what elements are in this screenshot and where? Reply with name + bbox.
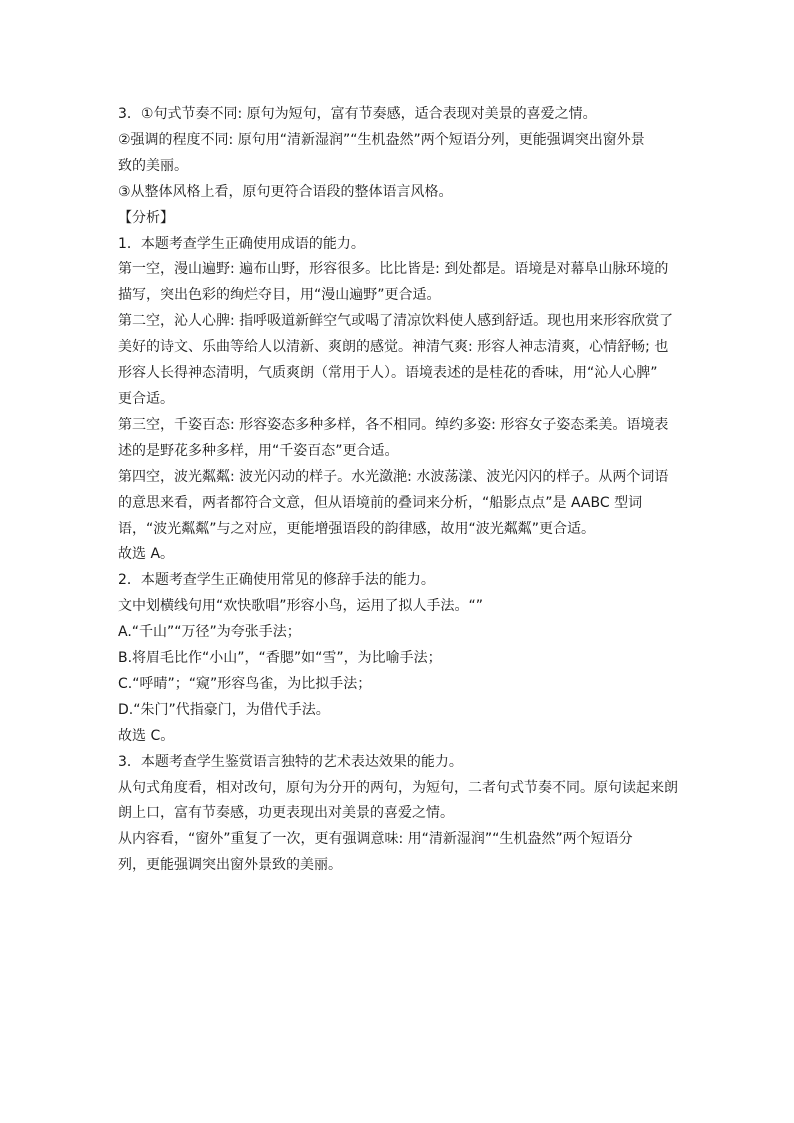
analysis-q3-syntax: 从句式角度看，相对改句，原句为分开的两句，为短句，二者句式节奏不同。原句读起来朗 — [118, 779, 678, 796]
analysis-q1-blank4: 第四空，波光粼粼: 波光闪动的样子。水光潋滟: 水波荡漾、波光闪闪的样子。从两个词语 — [118, 468, 669, 485]
analysis-q2-answer: 故选 C。 — [118, 727, 175, 744]
answer-3-point-2-cont: 致的美丽。 — [118, 157, 188, 174]
analysis-q1-blank1: 第一空，漫山遍野: 遍布山野，形容很多。比比皆是: 到处都是。语境是对幕阜山脉环境的 — [118, 261, 669, 278]
analysis-q1-blank1-cont: 描写，突出色彩的绚烂夺目，用“漫山遍野”更合适。 — [118, 287, 441, 304]
analysis-q1-blank2-cont1: 美好的诗文、乐曲等给人以清新、爽朗的感觉。神清气爽: 形容人神志清爽，心情舒畅; 也 — [118, 339, 669, 356]
analysis-q1-intro: 1．本题考查学生正确使用成语的能力。 — [118, 235, 365, 252]
analysis-q2-option-d: D.“朱门”代指豪门，为借代手法。 — [118, 701, 330, 718]
analysis-q2-text: 文中划横线句用“欢快歌唱”形容小鸟，运用了拟人手法。“” — [118, 598, 484, 615]
answer-3-point-3: ③从整体风格上看，原句更符合语段的整体语言风格。 — [118, 183, 453, 200]
analysis-q3-intro: 3．本题考查学生鉴赏语言独特的艺术表达效果的能力。 — [118, 753, 463, 770]
analysis-q2-intro: 2．本题考查学生正确使用常见的修辞手法的能力。 — [118, 572, 435, 589]
analysis-q3-content: 从内容看，“窗外”重复了一次，更有强调意味: 用“清新湿润”“生机盎然”两个短语分 — [118, 831, 633, 848]
analysis-heading: 【分析】 — [118, 209, 174, 226]
answer-3-point-1: 3．①句式节奏不同: 原句为短句，富有节奏感，适合表现对美景的喜爱之情。 — [118, 106, 597, 122]
answer-analysis-text — [118, 102, 678, 879]
analysis-q1-blank4-cont1: 的意思来看，两者都符合文意，但从语境前的叠词来分析，“船影点点”是 AABC 型词 — [118, 494, 643, 511]
analysis-q2-option-b: B.将眉毛比作“小山”，“香腮”如“雪”，为比喻手法； — [118, 650, 442, 667]
analysis-q1-answer: 故选 A。 — [118, 546, 175, 563]
analysis-q3-syntax-cont: 朗上口，富有节奏感，功更表现出对美景的喜爱之情。 — [118, 805, 454, 822]
analysis-q1-blank3-cont: 述的是野花多种多样，用“千姿百态”更合适。 — [118, 442, 399, 459]
analysis-q2-option-a: A.“千山”“万径”为夸张手法； — [118, 624, 301, 641]
analysis-q2-option-c: C.“呼晴”；“窥”形容鸟雀，为比拟手法； — [118, 675, 372, 692]
analysis-q1-blank2-cont2: 形容人长得神态清明，气质爽朗（常用于人）。语境表述的是桂花的香味，用“沁人心脾” — [118, 365, 658, 382]
analysis-q3-content-cont: 列，更能强调突出窗外景致的美丽。 — [118, 857, 342, 874]
analysis-q1-blank2: 第二空，沁人心脾: 指呼吸道新鲜空气或喝了清凉饮料使人感到舒适。现也用来形容欣赏了 — [118, 313, 674, 330]
analysis-q1-blank2-cont3: 更合适。 — [118, 390, 174, 407]
analysis-q1-blank4-cont2: 语，“波光粼粼”与之对应，更能增强语段的韵律感，故用“波光粼粼”更合适。 — [118, 520, 596, 537]
answer-3-point-2: ②强调的程度不同: 原句用“清新湿润”“生机盎然”两个短语分列，更能强调突出窗外景 — [118, 131, 645, 148]
analysis-q1-blank3: 第三空，千姿百态: 形容姿态多种多样，各不相同。绰约多姿: 形容女子姿态柔美。语境表 — [118, 416, 669, 433]
